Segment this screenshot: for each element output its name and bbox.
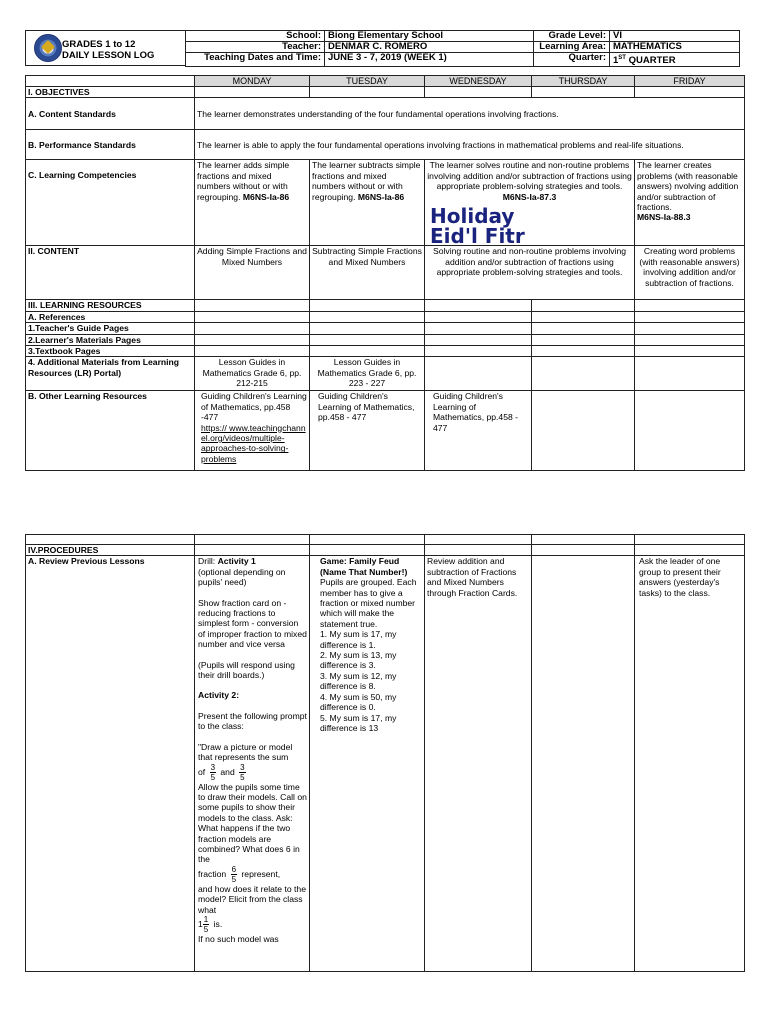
day-header-row <box>26 76 745 87</box>
additional-monday: Lesson Guides in Mathematics Grade 6, pp. 212-215 <box>195 357 310 391</box>
school-label: School: <box>186 31 325 42</box>
header-info-table <box>185 30 740 67</box>
day-monday: MONDAY <box>195 76 310 87</box>
review-tuesday: Game: Family Feud (Name That Number!) Pupils are grouped. Each member has to give a fraction or mixed number which will make the statement true. 1. My sum is 17, my difference is 1. 2. My sum is 13, my difference is 3. 3. My sum is 12, my difference is 8. 4. My sum is 50, my difference is 0. 5. My sum is 17, my difference is 13 <box>310 556 425 972</box>
resources-heading: III. LEARNING RESOURCES <box>26 300 195 311</box>
review-monday: Drill: Activity 1 (optional depending on pupils' need) Show fraction card on - reducing fractions to simplest form - conversion of improper fraction to mixed number and vice versa (Pupils will respond using their drill boards.) Activity 2: Present the following prompt to the class: "Draw a picture or model that represents the sum of $\frac{3}{5}$ and $\frac{3}{5}$ Allow the pupils some time to draw their models. Call on some pupils to show their models to the class. Ask: What happens if the two fraction models are combined? What does 6 in the fraction $\frac{6}{5}$ represent, and how does it relate to the model? Elicit from the class what 1 $\frac{1}{5}$ is. If no such model was <box>195 556 310 972</box>
mixed-number-one-and-one-fifth: $\frac{1}{5}$ <box>203 914 209 934</box>
teaching-channel-link[interactable]: https:// www.teachingchann el.org/videos/multiple- approaches-to-solving- problems <box>201 422 306 464</box>
dates-label: Teaching Dates and Time: <box>186 53 325 67</box>
other-monday: Guiding Children's Learning of Mathematics, pp.458 -477 https:// www.teachingchann el.org/videos/multiple- approaches-to-solving- problems <box>195 391 310 471</box>
log-title: GRADES 1 to 12 DAILY LESSON LOG <box>62 39 155 61</box>
additional-tuesday: Lesson Guides in Mathematics Grade 6, pp. 223 - 227 <box>310 357 425 391</box>
objectives-table <box>25 75 745 471</box>
day-tuesday: TUESDAY <box>310 76 425 87</box>
holiday-note: Holiday Eid'l Fitr <box>430 204 525 248</box>
day-thursday: THURSDAY <box>532 76 635 87</box>
teachers-guide-label: 1.Teacher's Guide Pages <box>26 323 195 334</box>
teacher-label: Teacher: <box>186 42 325 53</box>
teacher-value: DENMAR C. ROMERO <box>325 42 534 53</box>
procedures-heading: IV.PROCEDURES <box>26 545 195 556</box>
content-standards-label: A. Content Standards <box>26 98 195 130</box>
other-resources-label: B. Other Learning Resources <box>26 391 195 471</box>
school-value: Biong Elementary School <box>325 31 534 42</box>
day-friday: FRIDAY <box>635 76 745 87</box>
quarter-value: 1ST QUARTER <box>610 53 740 67</box>
competency-tuesday: The learner subtracts simple fractions and mixed numbers without or with regrouping. M6NS-Ia-86 <box>310 160 425 246</box>
competencies-label: C. Learning Competencies <box>26 160 195 246</box>
area-label: Learning Area: <box>534 42 610 53</box>
review-lessons-label: A. Review Previous Lessons <box>26 556 195 972</box>
procedures-table <box>25 534 745 972</box>
textbook-label: 3.Textbook Pages <box>26 346 195 357</box>
area-value: MATHEMATICS <box>610 42 740 53</box>
content-heading: II. CONTENT <box>26 246 195 300</box>
fraction-three-fifths-b: $\frac{3}{5}$ <box>240 762 245 782</box>
objectives-heading: I. OBJECTIVES <box>26 87 195 98</box>
content-tuesday: Subtracting Simple Fractions and Mixed Numbers <box>310 246 425 300</box>
other-tuesday: Guiding Children's Learning of Mathematics, pp.458 - 477 <box>310 391 425 471</box>
performance-standards-text: The learner is able to apply the four fundamental operations involving fractions in mathematical problems and real-life situations. <box>195 130 745 160</box>
review-wednesday: Review addition and subtraction of Fractions and Mixed Numbers through Fraction Cards. <box>425 556 532 972</box>
dates-value: JUNE 3 - 7, 2019 (WEEK 1) <box>325 53 534 67</box>
other-wednesday: Guiding Children's Learning of Mathematics, pp.458 - 477 <box>425 391 532 471</box>
competency-monday: The learner adds simple fractions and mixed numbers without or with regrouping. M6NS-Ia-86 <box>195 160 310 246</box>
performance-standards-label: B. Performance Standards <box>26 130 195 160</box>
competency-wednesday: The learner solves routine and non-routine problems involving addition and/or subtraction of fractions using appropriate problem-solving strategies and tools. M6NS-Ia-87.3 <box>425 160 635 246</box>
review-friday: Ask the leader of one group to present their answers (yesterday's tasks) to the class. <box>635 556 745 972</box>
quarter-label: Quarter: <box>534 53 610 67</box>
content-standards-text: The learner demonstrates understanding of the four fundamental operations involving fractions. <box>195 98 745 130</box>
content-friday: Creating word problems (with reasonable answers) involving addition and/or subtraction of fractions. <box>635 246 745 300</box>
content-monday: Adding Simple Fractions and Mixed Numbers <box>195 246 310 300</box>
fraction-three-fifths: $\frac{3}{5}$ <box>210 762 216 782</box>
learners-materials-label: 2.Learner's Materials Pages <box>26 334 195 345</box>
fraction-six-fifths: $\frac{6}{5}$ <box>231 864 237 884</box>
grade-value: VI <box>610 31 740 42</box>
content-wednesday: Solving routine and non-routine problems involving addition and/or subtraction of fractions using appropriate problem-solving strategies and tools. <box>425 246 635 300</box>
additional-materials-label: 4. Additional Materials from Learning Resources (LR) Portal) <box>26 357 195 391</box>
header-logo-cell <box>25 30 186 66</box>
competency-friday: The learner creates problems (with reasonable answers) nvolving addition and/or subtraction of fractions. M6NS-Ia-88.3 <box>635 160 745 246</box>
day-wednesday: WEDNESDAY <box>425 76 532 87</box>
references-label: A. References <box>26 311 195 322</box>
deped-seal-icon <box>34 34 62 62</box>
grade-label: Grade Level: <box>534 31 610 42</box>
